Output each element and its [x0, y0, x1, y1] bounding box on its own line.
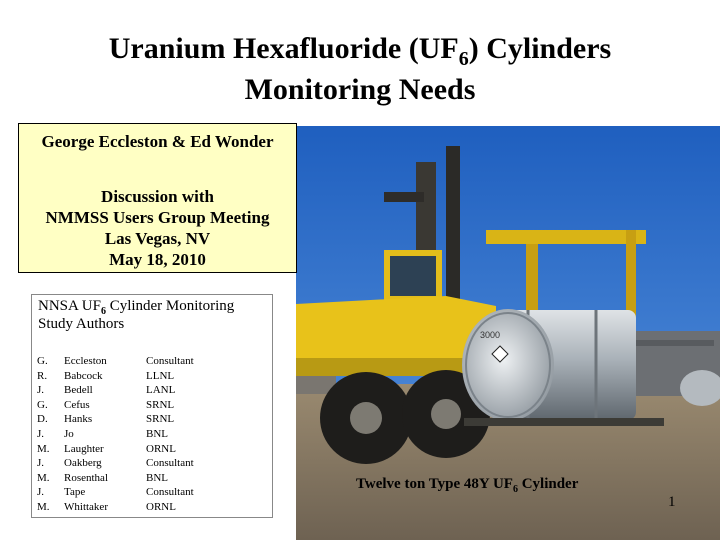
author-initial: J. — [37, 486, 45, 499]
author-last-name: Jo — [64, 427, 74, 440]
author-row — [37, 456, 194, 471]
title-line-2: Monitoring Needs — [244, 73, 476, 106]
page-number: 1 — [668, 494, 676, 510]
author-last-name: Bedell — [64, 384, 93, 397]
uf6-cylinder-end — [462, 309, 554, 421]
discussion-line: NMMSS Users Group Meeting — [45, 208, 270, 227]
cylinder-stencil: 3000 — [480, 330, 501, 340]
study-authors-box — [31, 294, 273, 518]
author-last-name: Eccleston — [64, 355, 107, 367]
presenter-names: George Eccleston & Ed Wonder — [41, 132, 274, 151]
author-row — [37, 485, 194, 500]
author-initial: G. — [37, 355, 48, 367]
author-row — [37, 383, 194, 398]
author-row — [37, 354, 194, 369]
author-row — [37, 442, 194, 457]
author-row — [37, 412, 194, 427]
author-last-name: Tape — [64, 486, 86, 499]
author-last-name: Laughter — [64, 442, 104, 455]
author-initial: M. — [37, 471, 50, 484]
author-row — [37, 369, 194, 384]
discussion-info — [19, 186, 296, 270]
author-last-name: Oakberg — [64, 457, 102, 470]
forks — [464, 418, 664, 426]
author-organization: Consultant — [146, 486, 194, 499]
author-organization: BNL — [146, 427, 168, 440]
author-initial: R. — [37, 369, 48, 382]
author-organization: Consultant — [146, 355, 194, 367]
author-organization: ORNL — [146, 442, 176, 455]
author-initial: J. — [37, 384, 45, 397]
presenters-box — [18, 123, 297, 273]
author-row — [37, 500, 194, 515]
author-initial: M. — [37, 442, 50, 455]
author-last-name: Cefus — [64, 398, 90, 411]
author-organization: ORNL — [146, 500, 176, 513]
author-organization: Consultant — [146, 457, 194, 470]
author-organization: SRNL — [146, 398, 175, 411]
author-last-name: Rosenthal — [64, 471, 108, 484]
author-initial: J. — [37, 457, 45, 470]
study-title: NNSA $UF_6$ Cylinder Monitoring Study Authors — [38, 298, 235, 332]
discussion-line: Las Vegas, NV — [104, 229, 211, 248]
title-line-1: Uranium Hexafluoride $(UF_6)$ Cylinders — [108, 32, 612, 70]
author-last-name: Whittaker — [64, 500, 108, 513]
author-last-name: Babcock — [64, 369, 103, 382]
photo-caption: Twelve ton Type 48Y $UF_6$ Cylinder — [356, 476, 579, 495]
author-initial: M. — [37, 500, 50, 513]
discussion-line: May 18, 2010 — [109, 250, 206, 269]
author-organization: BNL — [146, 471, 168, 484]
author-organization: SRNL — [146, 413, 175, 426]
author-organization: LANL — [146, 384, 176, 397]
author-organization: LLNL — [146, 369, 175, 382]
author-initial: G. — [37, 398, 48, 411]
author-row — [37, 471, 194, 486]
forklift-frame — [486, 230, 646, 244]
author-initial: D. — [37, 413, 48, 426]
author-last-name: Hanks — [64, 413, 93, 426]
slide-title — [40, 30, 680, 108]
author-row — [37, 398, 194, 413]
author-initial: J. — [37, 427, 45, 440]
study-authors-table — [37, 354, 194, 515]
author-row — [37, 427, 194, 442]
discussion-line: Discussion with — [101, 187, 214, 206]
